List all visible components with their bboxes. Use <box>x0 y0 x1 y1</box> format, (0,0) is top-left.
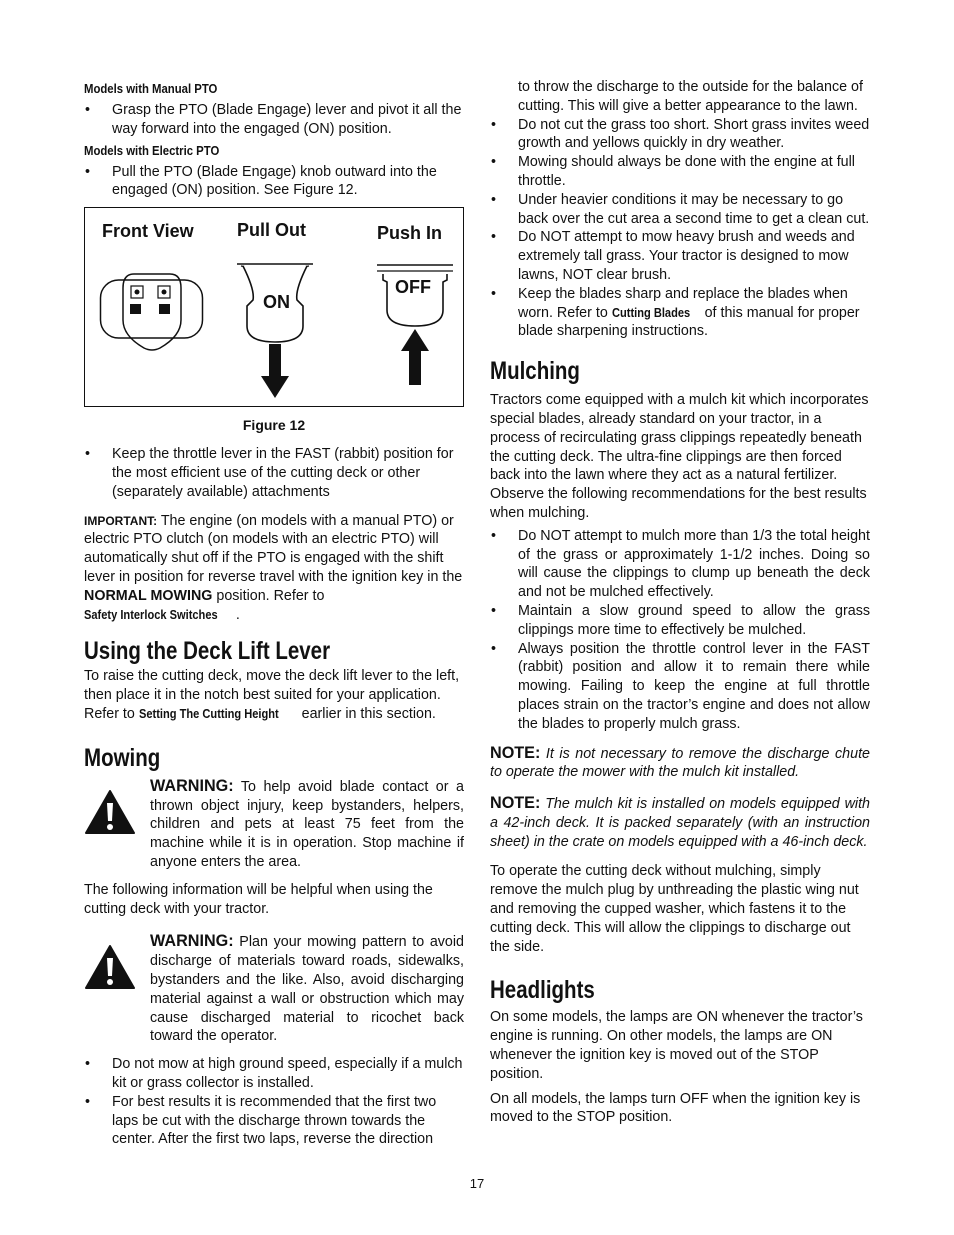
list-item: • Keep the throttle lever in the FAST (rabbit) position for the most efficient use of the cutting deck or other (separately available) attachments <box>84 445 464 501</box>
list-item: • Do NOT attempt to mulch more than 1/3 the total height of the grass or approximately 1-1/2 inches. Doing so will cause the clippings to clump up beneath the deck and not be mulched effectively. <box>490 527 870 602</box>
mowing-tips-list <box>490 116 870 342</box>
list-item: • Under heavier conditions it may be necessary to go back over the cut area a second time to get a clean cut. <box>490 191 870 229</box>
deck-lift-paragraph: To raise the cutting deck, move the deck lift lever to the left, then place it in the notch best suited for your application. Refer to Setting The Cutting Height earlier in this section. <box>84 668 460 722</box>
off-label: OFF <box>395 277 431 298</box>
list-item: • Mowing should always be done with the engine at full throttle. <box>490 153 870 191</box>
warning-block <box>84 932 464 1046</box>
list-item: • Pull the PTO (Blade Engage) knob outward into the engaged (ON) position. See Figure 12. <box>84 163 464 201</box>
list-item: • Always position the throttle control lever in the FAST (rabbit) position and allow it to remain there while mowing. Failing to keep the engine at full throttle places strain on the tractor’s engine and does not allow the blades to properly mulch grass. <box>490 640 870 734</box>
mulching-paragraph: Tractors come equipped with a mulch kit which incorporates special blades, already standard on your tractor, in a process of recirculating grass clippings repeatedly beneath the cutting deck. The ultra-fine clippings are then forced back into the lawn where they act as a natural fertilizer. Observe the following recommendations for the best results when mulching. <box>490 392 869 521</box>
list-item: • Do not mow at high ground speed, especially if a mulch kit or grass collector is installed. <box>84 1055 464 1093</box>
mulching-list <box>490 527 870 734</box>
note-paragraph: NOTE: It is not necessary to remove the discharge chute to operate the mower with the mulch kit installed. <box>490 743 870 781</box>
electric-pto-list <box>84 163 464 201</box>
warning-triangle-icon <box>84 789 136 835</box>
mowing-heading: Mowing <box>84 743 161 772</box>
arrow-down-icon <box>261 344 289 400</box>
manual-pto-list <box>84 101 464 139</box>
page-number: 17 <box>469 1176 485 1191</box>
mulching-heading: Mulching <box>490 357 580 386</box>
electric-pto-heading: Models with Electric PTO <box>84 142 220 158</box>
warning-text: WARNING: To help avoid blade contact or a thrown object injury, keep bystanders, helpers, children and pets at least 75 feet from the machine while it is in operation. Stop machine if anyone enters the area. <box>150 776 464 870</box>
deck-lift-heading: Using the Deck Lift Lever <box>84 637 331 666</box>
left-column <box>84 78 464 1149</box>
knob-front-view-icon <box>99 270 205 352</box>
important-label: IMPORTANT: <box>84 513 158 528</box>
mowing-list <box>84 1055 464 1149</box>
list-item: • Keep the blades sharp and replace the blades when worn. Refer to Cutting Blades of this manual for proper blade sharpening instructions. <box>490 285 870 341</box>
headlights-paragraph: On some models, the lamps are ON whenever the tractor’s engine is running. On other models, the lamps are ON whenever the ignition key is moved out of the STOP position. <box>490 1009 863 1082</box>
warning-block <box>84 777 464 872</box>
warning-text: WARNING: Plan your mowing pattern to avoid discharge of materials toward roads, sidewalks, bystanders and the like. Also, avoid discharging material against a wall or obstruction which may cause discharged material to ricochet back toward the operator. <box>150 932 464 1045</box>
reference-link: Cutting Blades <box>611 305 690 320</box>
figure-12 <box>84 207 464 407</box>
front-view-label: Front View <box>102 221 194 242</box>
following-paragraph: The following information will be helpful when using the cutting deck with your tractor. <box>84 881 433 917</box>
on-label: ON <box>263 292 290 313</box>
figure-caption: Figure 12 <box>242 417 306 434</box>
list-item: • Do NOT attempt to mow heavy brush and weeds and extremely tall grass. Your tractor is designed to mow lawns, NOT clear brush. <box>490 228 870 284</box>
pull-out-label: Pull Out <box>237 220 306 241</box>
reference-link: Setting The Cutting Height <box>138 706 279 721</box>
arrow-up-icon <box>401 329 429 385</box>
manual-pto-heading: Models with Manual PTO <box>84 81 218 96</box>
throttle-list <box>84 445 464 501</box>
headlights-paragraph: On all models, the lamps turn OFF when the ignition key is moved to the STOP position. <box>490 1090 861 1126</box>
headlights-heading: Headlights <box>490 976 595 1005</box>
note-paragraph: NOTE: The mulch kit is installed on models equipped with a 42-inch deck. It is packed separately (with an instruction sheet) in the crate on models equipped with a 46-inch deck. <box>490 794 870 850</box>
list-item: • Maintain a slow ground speed to allow the grass clippings more time to effectively be mulched. <box>490 602 870 640</box>
warning-triangle-icon <box>84 944 136 990</box>
list-item: • Do not cut the grass too short. Short grass invites weed growth and yellows quickly in dry weather. <box>490 116 870 154</box>
operate-paragraph: To operate the cutting deck without mulching, simply remove the mulch plug by unthreading the plastic wing nut and removing the cupped washer, which fastens it to the cutting deck. This will allow the clippings to discharge out the side. <box>490 863 859 955</box>
continuation-paragraph: to throw the discharge to the outside for the balance of cutting. This will give a better appearance to the lawn. <box>518 79 863 114</box>
push-in-label: Push In <box>377 223 443 244</box>
list-item: • Grasp the PTO (Blade Engage) lever and pivot it all the way forward into the engaged (ON) position. <box>84 101 464 139</box>
reference-link: Safety Interlock Switches <box>84 607 218 622</box>
right-column <box>490 78 870 1127</box>
important-paragraph: IMPORTANT: The engine (on models with a manual PTO) or electric PTO clutch (on models with an electric PTO) will automatically shut off if the PTO is engaged with the shift lever in position for reverse travel with the ignition key in the NORMAL MOWING position. Refer to Safety Interlock Switches . <box>84 512 463 623</box>
list-item: • For best results it is recommended that the first two laps be cut with the discharge thrown towards the center. After the first two laps, reverse the direction <box>84 1093 464 1149</box>
